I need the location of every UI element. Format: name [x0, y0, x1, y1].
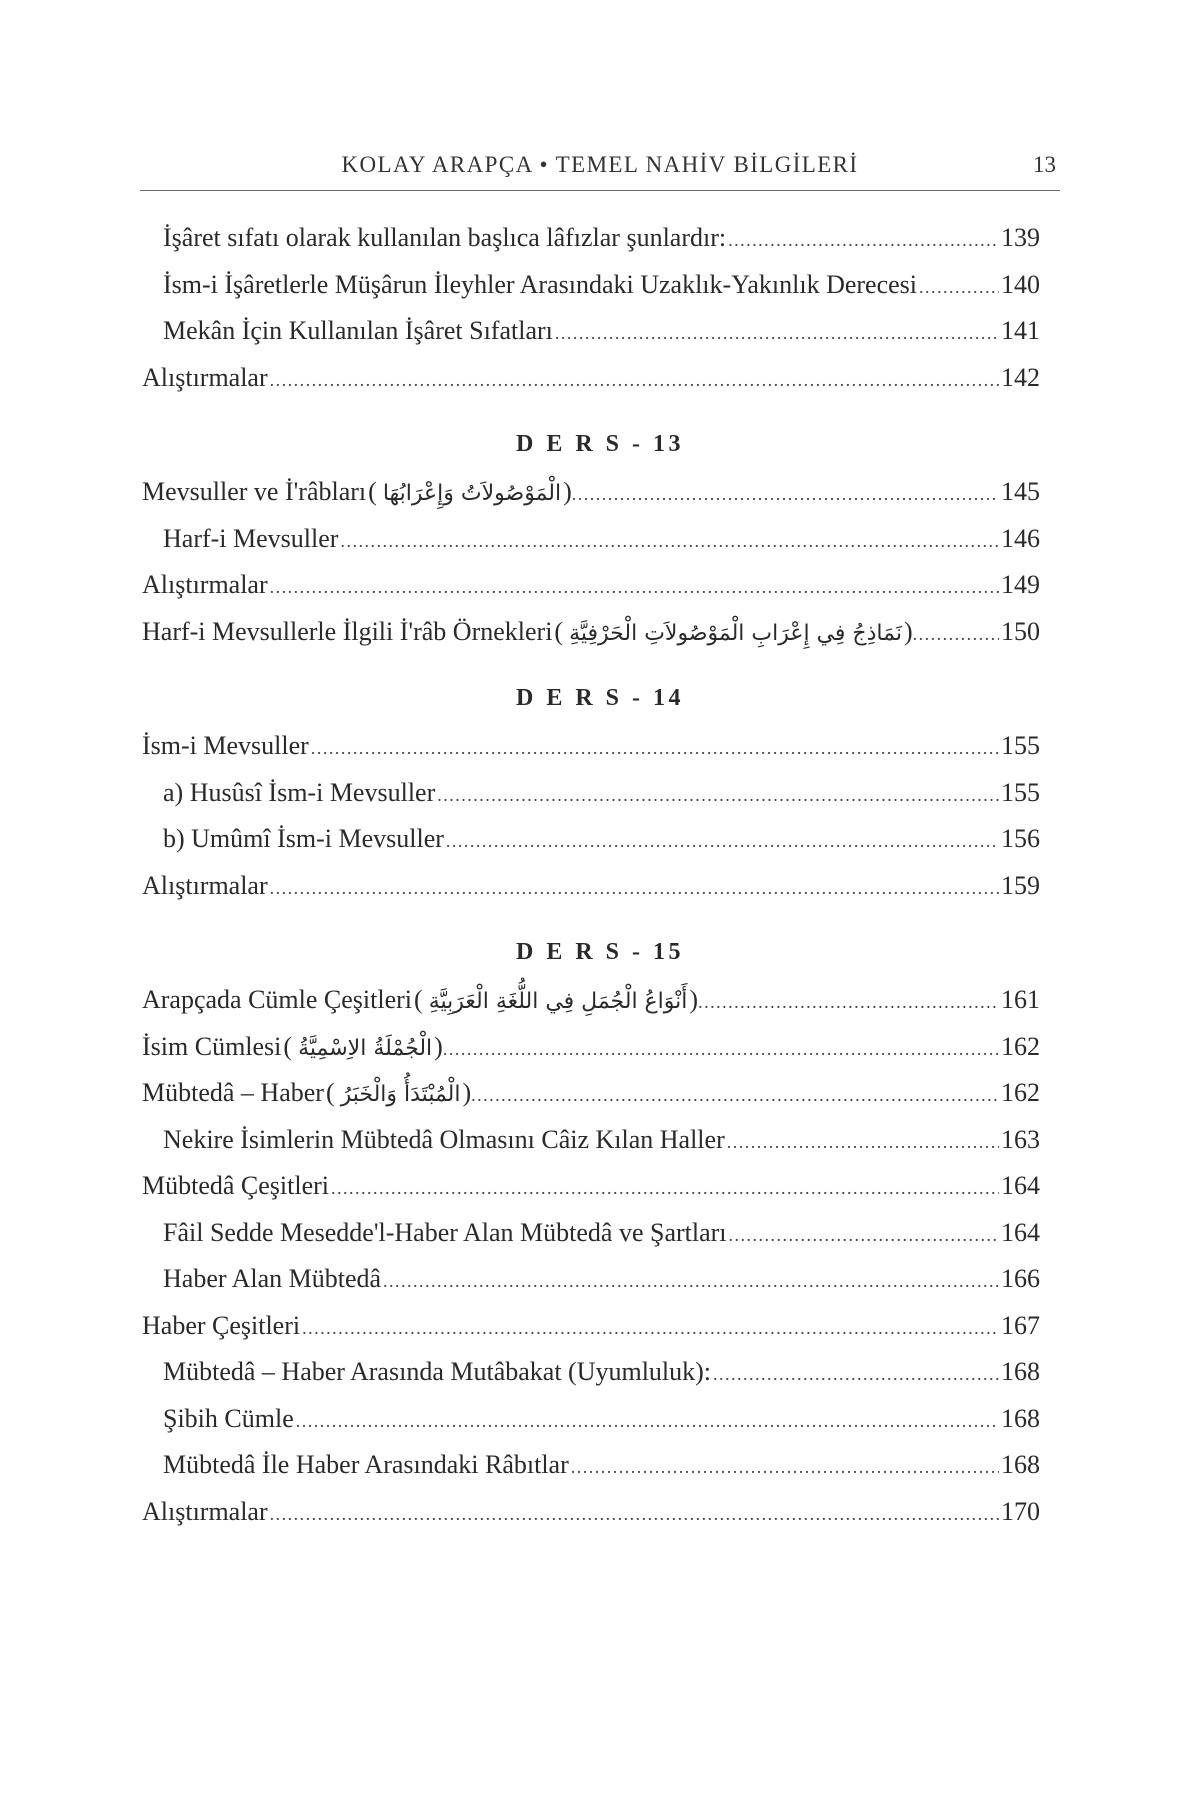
toc-page-number: 164 [1001, 1217, 1040, 1247]
toc-page-number: 155 [1001, 731, 1040, 760]
toc-entry[interactable] [0, 1396, 1200, 1443]
toc-entry[interactable] [0, 1070, 1200, 1117]
open-paren: ( [325, 1078, 335, 1107]
toc-entry-title: Alıştırmalar [142, 570, 268, 599]
toc-entry-title: İşâret sıfatı olarak kullanılan başlıca lâfızlar şunlardır: [163, 223, 727, 252]
toc-entry-line [142, 469, 1040, 518]
toc-entry-arabic-title: الْجُمْلَةُ الاِسْمِيَّةُ [298, 1035, 433, 1061]
toc-entry-line [142, 1303, 1040, 1352]
toc-page-number: 150 [1001, 616, 1040, 646]
page-number: 13 [1033, 152, 1056, 177]
toc-entry-title: İsim Cümlesi [142, 1031, 282, 1061]
dot-leader [270, 865, 999, 912]
toc-entry[interactable] [0, 262, 1200, 309]
open-paren: ( [283, 1031, 293, 1061]
toc-page-number: 167 [1001, 1310, 1040, 1340]
toc-page-number: 162 [1001, 1031, 1040, 1061]
dot-leader [572, 471, 999, 518]
dot-leader [340, 518, 999, 565]
toc-entry-line [163, 1349, 1040, 1398]
toc-entry[interactable] [0, 562, 1200, 609]
toc-entry[interactable] [0, 215, 1200, 262]
close-paren: ) [434, 1031, 443, 1061]
toc-page-number: 139 [1001, 223, 1040, 252]
toc-entry-line [163, 770, 1040, 819]
lesson-heading: D E R S - 14 [515, 685, 684, 711]
toc-entry[interactable] [0, 469, 1200, 516]
toc-page-number: 170 [1001, 1496, 1040, 1526]
close-paren: ) [903, 616, 913, 646]
toc-entry-title: Mevsuller ve İ'râbları [142, 477, 367, 506]
open-paren: ( [414, 985, 423, 1014]
toc-entry-title: Mekân İçin Kullanılan İşâret Sıfatları [163, 316, 553, 345]
toc-entry-title: Nekire İsimlerin Mübtedâ Olmasını Câiz Kılan Haller [163, 1124, 725, 1154]
toc-page-number: 166 [1001, 1264, 1040, 1293]
running-header [140, 150, 1060, 191]
dot-leader [443, 1026, 999, 1073]
close-paren: ) [563, 477, 572, 506]
dot-leader [729, 1212, 999, 1259]
toc-entry[interactable] [0, 816, 1200, 863]
dot-leader [296, 1398, 999, 1445]
toc-entry[interactable] [0, 1163, 1200, 1210]
toc-entry[interactable] [0, 863, 1200, 910]
toc-entry-line [163, 1117, 1040, 1166]
toc-entry-title: Mübtedâ Çeşitleri [142, 1171, 330, 1200]
open-paren: ( [554, 616, 564, 646]
toc-page-number: 161 [1001, 985, 1040, 1014]
dot-leader [446, 818, 999, 865]
dot-leader [555, 310, 999, 357]
toc-entry-title: İsm-i Mevsuller [142, 731, 309, 760]
dot-leader [270, 357, 999, 404]
toc-entry-title: Alıştırmalar [142, 362, 268, 392]
toc-page-number: 168 [1001, 1403, 1040, 1433]
toc-entry-title: Haber Alan Mübtedâ [163, 1264, 382, 1293]
close-paren: ) [689, 985, 699, 1014]
toc-entry[interactable] [0, 1442, 1200, 1489]
toc-entry-arabic-title: نَمَاذِجُ فِي إِعْرَابِ الْمَوْصُولاَتِ الْحَرْفِيَّةِ [569, 620, 902, 646]
toc-page-number: 149 [1001, 570, 1040, 599]
dot-leader [913, 611, 999, 658]
toc-entry-line [142, 977, 1040, 1026]
dot-leader [698, 979, 999, 1026]
toc-entry-arabic-title: الْمُبْتَدَأُ وَالْخَبَرُ [340, 1082, 461, 1107]
dot-leader [311, 725, 999, 772]
toc-entry-line [142, 1024, 1040, 1073]
toc-entry-line [163, 262, 1040, 311]
dot-leader [383, 1258, 999, 1305]
toc-entry-line [142, 562, 1040, 611]
toc-entry[interactable] [0, 1303, 1200, 1350]
toc-entry-title: Mübtedâ – Haber [142, 1078, 324, 1107]
toc-entry-line [142, 1070, 1040, 1119]
open-paren: ( [368, 477, 377, 506]
toc-page-number: 142 [1001, 362, 1040, 392]
toc-entry-arabic-title: أَنْوَاعُ الْجُمَلِ فِي اللُّغَةِ الْعَرَبِيَّةِ [428, 989, 688, 1014]
running-title: KOLAY ARAPÇA • TEMEL NAHİV BİLGİLERİ [341, 152, 859, 177]
dot-leader [270, 1491, 999, 1538]
toc-entry-line [163, 816, 1040, 865]
dot-leader [471, 1072, 999, 1119]
toc-page-number: 140 [1001, 269, 1040, 299]
toc-page-number: 163 [1001, 1124, 1040, 1154]
toc-entry[interactable] [0, 1117, 1200, 1164]
toc-entry-line [142, 609, 1040, 658]
table-of-contents [0, 215, 1200, 1535]
toc-entry-line [142, 1163, 1040, 1212]
toc-entry[interactable] [0, 977, 1200, 1024]
toc-entry-title: İsm-i İşâretlerle Müşârun İleyhler Arasındaki Uzaklık-Yakınlık Derecesi [163, 269, 918, 299]
toc-entry[interactable] [0, 770, 1200, 817]
close-paren: ) [462, 1078, 472, 1107]
toc-entry-title: Harf-i Mevsullerle İlgili İ'râb Örnekleri [142, 616, 553, 646]
toc-page-number: 168 [1001, 1450, 1040, 1479]
toc-entry[interactable] [0, 1349, 1200, 1396]
toc-entry[interactable] [0, 516, 1200, 563]
toc-page-number: 155 [1001, 777, 1040, 807]
toc-page-number: 141 [1001, 316, 1040, 345]
toc-entry[interactable] [0, 723, 1200, 770]
toc-entry[interactable] [0, 355, 1200, 402]
toc-page-number: 164 [1001, 1171, 1040, 1200]
toc-entry-line [142, 863, 1040, 912]
toc-entry-title: Mübtedâ – Haber Arasında Mutâbakat (Uyumluluk): [163, 1357, 712, 1386]
dot-leader [437, 772, 999, 819]
toc-entry-line [163, 1210, 1040, 1259]
toc-entry-title: Arapçada Cümle Çeşitleri [142, 985, 413, 1014]
toc-page-number: 168 [1001, 1357, 1040, 1386]
dot-leader [728, 217, 999, 264]
dot-leader [713, 1351, 999, 1398]
dot-leader [727, 1119, 999, 1166]
toc-page-number: 159 [1001, 870, 1040, 900]
toc-entry-line [163, 308, 1040, 357]
toc-entry[interactable] [0, 1024, 1200, 1071]
toc-entry-line [163, 516, 1040, 565]
toc-page-number: 146 [1001, 523, 1040, 553]
toc-page-number: 162 [1001, 1078, 1040, 1107]
toc-entry-title: Şibih Cümle [163, 1403, 294, 1433]
lesson-heading: D E R S - 15 [515, 939, 684, 965]
dot-leader [571, 1444, 999, 1491]
toc-entry-line [163, 1442, 1040, 1491]
toc-entry-title: Alıştırmalar [142, 1496, 268, 1526]
toc-page-number: 156 [1001, 824, 1040, 853]
toc-entry[interactable] [0, 1210, 1200, 1257]
toc-entry-title: Haber Çeşitleri [142, 1310, 301, 1340]
toc-entry-line [142, 355, 1040, 404]
dot-leader [331, 1165, 999, 1212]
toc-entry-title: a) Husûsî İsm-i Mevsuller [163, 777, 436, 807]
dot-leader [270, 564, 999, 611]
toc-page-number: 145 [1001, 477, 1040, 506]
toc-entry[interactable] [0, 609, 1200, 656]
dot-leader [919, 264, 999, 311]
toc-entry-title: b) Umûmî İsm-i Mevsuller [163, 824, 444, 853]
toc-entry-arabic-title: الْمَوْصُولاَتُ وَإِعْرَابُهَا [382, 481, 562, 506]
toc-entry-line [163, 1396, 1040, 1445]
lesson-heading: D E R S - 13 [515, 431, 684, 457]
toc-entry[interactable] [0, 308, 1200, 355]
toc-entry-title: Alıştırmalar [142, 870, 268, 900]
toc-entry[interactable] [0, 1489, 1200, 1536]
toc-entry-title: Harf-i Mevsuller [163, 523, 339, 553]
toc-entry-title: Mübtedâ İle Haber Arasındaki Râbıtlar [163, 1450, 569, 1479]
toc-entry[interactable] [0, 1256, 1200, 1303]
toc-entry-line [142, 1489, 1040, 1538]
toc-entry-title: Fâil Sedde Mesedde'l-Haber Alan Mübtedâ ve Şartları [163, 1217, 727, 1247]
toc-entry-line [163, 215, 1040, 264]
dot-leader [302, 1305, 999, 1352]
toc-entry-line [142, 723, 1040, 772]
toc-entry-line [163, 1256, 1040, 1305]
